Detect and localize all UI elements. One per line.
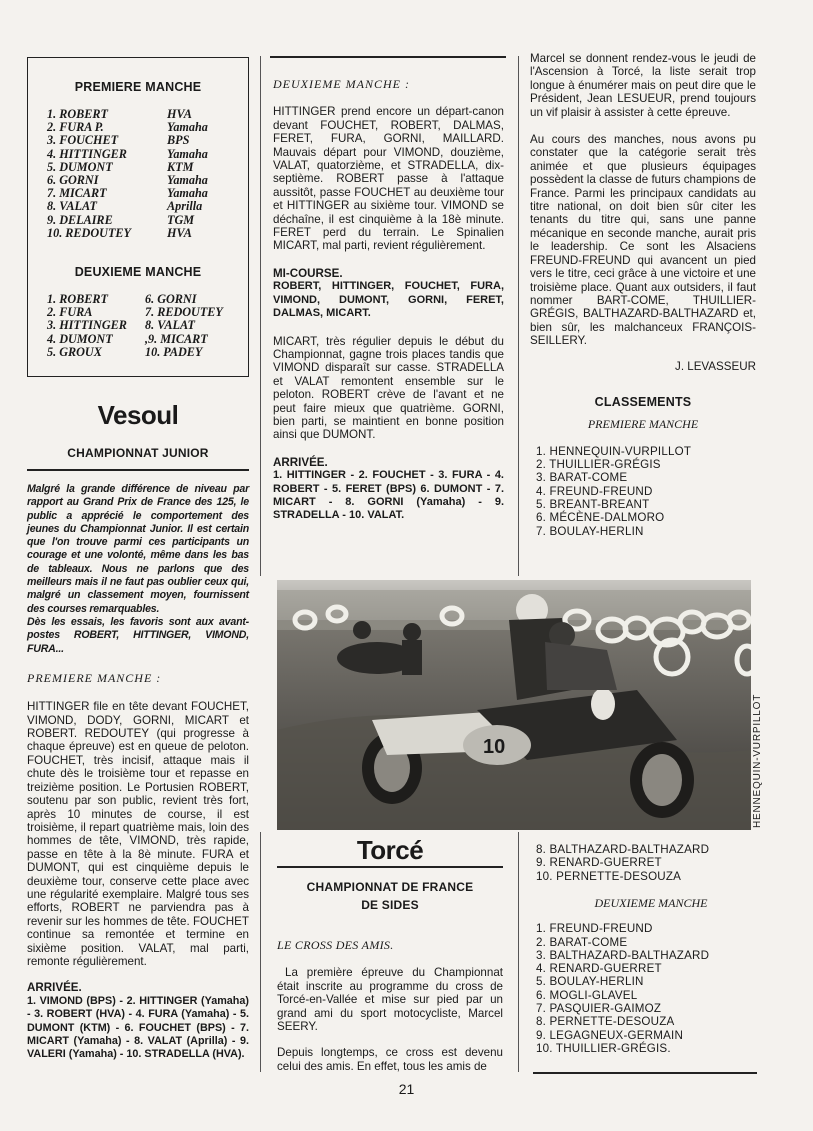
cross-heading: LE CROSS DES AMIS. xyxy=(277,938,394,952)
bottom-rule xyxy=(533,1072,757,1074)
premiere-manche-table xyxy=(47,108,208,240)
premiere-classement-list xyxy=(536,445,756,538)
result-bike: HVA xyxy=(167,107,192,121)
result-rider: 5. DUMONT xyxy=(47,159,113,174)
column-separator xyxy=(260,832,261,1072)
list-item: 7. PASQUIER-GAIMOZ xyxy=(536,1002,662,1016)
page-number: 21 xyxy=(398,1081,415,1097)
result-bike: KTM xyxy=(167,159,194,174)
torce-rule xyxy=(277,866,503,868)
right-premiere-heading: PREMIERE MANCHE xyxy=(587,417,699,432)
result-rider: 8. VALAT xyxy=(47,199,97,214)
result-rider: 4. HITTINGER xyxy=(47,146,127,161)
signature: J. LEVASSEUR xyxy=(675,359,756,373)
result-rider: 10. REDOUTEY xyxy=(47,225,131,240)
sidecar-race-image xyxy=(277,580,751,830)
list-item: 1. FREUND-FREUND xyxy=(536,922,653,936)
list-item: 2. BARAT-COME xyxy=(536,935,628,949)
torce-text-1: La première épreuve du Championnat était inscrite au programme du cross de Torcé-en-Vallée et mise sur pied par un grand ami du sport motocycliste, Marcel SEERY. xyxy=(277,966,503,1034)
list-item: 6. MÉCÈNE-DALMORO xyxy=(536,511,665,525)
list-item: 4. FREUND-FREUND xyxy=(536,484,653,498)
deuxieme-heading: DEUXIEME MANCHE : xyxy=(273,77,410,91)
result-row xyxy=(47,214,208,227)
vesoul-premiere-text: HITTINGER file en tête devant FOUCHET, VIMOND, DODY, GORNI, MICART et ROBERT. REDOUTEY (qui progresse à chaque épreuve) est en queue de peloton. FOUCHET, très incisif, attaque mais il chute dès le troisième tour et repasse en treizième position. Le Portusien ROBERT, soutenu par son public, revient très fort, après 10 minutes de course, il est troisième, il repart quatrième mais, loin des hommes de tête, VIMOND, très rapide, passe en tête à la 8è minute. FURA et DUMONT, qui est cinquième depuis le deuxième tour, conserve cette place avec une régularité exemplaire. Malgré tous ses efforts, ROBERT ne parviendra pas à revenir sur les hommes de tête. FOUCHET continue sa remontée et termine en sixième position. VALAT, mal parti, remonte régulièrement. xyxy=(27,700,249,968)
result-rider: 6. GORNI xyxy=(47,173,99,188)
vesoul-title: Vesoul xyxy=(97,400,179,430)
list-item: 6. MOGLI-GLAVEL xyxy=(536,988,638,1002)
result-rider: 4. DUMONT xyxy=(47,331,113,346)
list-item: 5. BOULAY-HERLIN xyxy=(536,975,644,989)
result-bike: BPS xyxy=(167,133,190,148)
result-rider: 7. MICART xyxy=(47,186,107,201)
column-separator xyxy=(518,56,519,576)
bottom-deuxieme-heading: DEUXIEME MANCHE xyxy=(594,895,708,910)
deuxieme-text: HITTINGER prend encore un départ-canon devant FOUCHET, ROBERT, DALMAS, FERET, FURA, GORNI, MAILLARD. Mauvais départ pour VIMOND, douzième, VALAT, quatorzième, et STRADELLA, dix-septième. ROBERT passe à l'attaque aussitôt, passe FOUCHET au deuxième tour et HITTINGER au sixième tour. VIMOND se déchaîne, il est cinquième à la 18è minute. FERET perd du terrain. Le Spinalien MICART, mal parti, revient régulièrement. xyxy=(273,105,504,253)
right-text-2: Au cours des manches, nous avons pu constater que la catégorie serait très animée et que plusieurs équipages possèdent la classe de futurs champions de France. Parmi les principaux candidats au titre national, on doit bien sûr citer les tenants du titre qui, sans une panne mécanique en seconde manche, aurait pris le leadership. Ce sont les Alsaciens FREUND-FREUND qui avancent un pied vers le titre, ceci grâce à une victoire et une troisième place. Quant aux outsiders, il faut nommer BART-COME, THUILLIER-GRÉGIS, BALTHAZARD-BALTHAZARD et, bien sûr, les malchanceux FRANÇOIS-SEILLERY. xyxy=(530,133,756,348)
result-row xyxy=(47,319,223,332)
plate-number: 10 xyxy=(483,736,506,758)
result-bike: Yamaha xyxy=(167,186,208,201)
result-bike: HVA xyxy=(167,225,192,240)
torce-subtitle-2: DE SIDES xyxy=(361,898,419,912)
list-item: 9. RENARD-GUERRET xyxy=(536,856,662,870)
results-box xyxy=(27,57,249,377)
mi-course-text: ROBERT, HITTINGER, FOUCHET, FURA, VIMOND, DUMONT, GORNI, FERET, DALMAS, MICART. xyxy=(273,280,504,320)
result-row xyxy=(47,200,208,213)
torce-title: Torcé xyxy=(356,835,424,865)
premiere-classement-continued xyxy=(536,843,766,883)
result-rider: 3. FOUCHET xyxy=(47,133,119,148)
list-item: 9. LEGAGNEUX-GERMAIN xyxy=(536,1028,684,1042)
result-row xyxy=(47,134,208,147)
right-column xyxy=(530,52,756,538)
result-bike: Aprilla xyxy=(167,199,203,214)
bottom-right-column xyxy=(536,843,766,1055)
list-item: 10. PERNETTE-DESOUZA xyxy=(536,869,682,883)
vesoul-arrivee-text: 1. VIMOND (BPS) - 2. HITTINGER (Yamaha) - 3. ROBERT (HVA) - 4. FURA (Yamaha) - 5. DUMONT (KTM) - 6. FOUCHET (BPS) - 7. MICART (Yamaha) - 8. VALAT (Aprilla) - 9. VALERI (Yamaha) - 10. STRADELLA (HVA). xyxy=(27,994,249,1061)
sidecar-photo xyxy=(277,580,751,830)
result-bike: Yamaha xyxy=(167,120,208,135)
vesoul-intro-2: Dès les essais, les favoris sont aux avant-postes ROBERT, HITTINGER, VIMOND, FURA... xyxy=(27,615,249,655)
list-item: 3. BALTHAZARD-BALTHAZARD xyxy=(536,948,710,962)
result-rider: 5. GROUX xyxy=(47,344,102,359)
deuxieme-classement-list xyxy=(536,922,766,1055)
photo-credit: HENNEQUIN-VURPILLOT xyxy=(752,693,763,828)
premiere-manche-title: PREMIERE MANCHE xyxy=(74,80,202,94)
result-rider: 1. ROBERT xyxy=(47,107,108,121)
list-item: 1. HENNEQUIN-VURPILLOT xyxy=(536,444,692,458)
vesoul-rule xyxy=(27,469,249,471)
result-rider: 2. FURA P. xyxy=(47,120,104,135)
list-item: 8. BALTHAZARD-BALTHAZARD xyxy=(536,843,710,856)
vesoul-premiere-heading: PREMIERE MANCHE : xyxy=(27,670,162,685)
torce-subtitle-1: CHAMPIONNAT DE FRANCE xyxy=(306,880,474,894)
deuxieme-manche-table xyxy=(47,293,223,359)
result-rider: 3. HITTINGER xyxy=(47,318,127,333)
top-rule xyxy=(270,56,506,58)
deuxieme-arrivee-text: 1. HITTINGER - 2. FOUCHET - 3. FURA - 4. ROBERT - 5. FERET (BPS) 6. DUMONT - 7. MICART - 8. GORNI (Yamaha) - 9. STRADELLA - 10. VALAT. xyxy=(273,469,504,522)
torce-column xyxy=(277,939,503,1073)
classements-title: CLASSEMENTS xyxy=(594,394,692,409)
result-row xyxy=(47,148,208,161)
deuxieme-text-2: MICART, très régulier depuis le début du Championnat, gagne trois places tandis que VIMOND disparaît sur casse. STRADELLA et VALAT remontent ensemble sur le peloton. ROBERT crève de l'avant et ne peut faire mieux que quatrième. GORNI, bien parti, se maintient en bonne position ainsi que DUMONT. xyxy=(273,334,504,442)
result-rider: 2. FURA xyxy=(47,305,93,320)
result-bike: TGM xyxy=(167,212,195,227)
list-item: 3. BARAT-COME xyxy=(536,471,628,485)
list-item: 8. PERNETTE-DESOUZA xyxy=(536,1015,675,1029)
result-bike: Yamaha xyxy=(167,173,208,188)
deuxieme-column xyxy=(273,78,504,523)
result-rider: ,9. MICART xyxy=(145,331,208,346)
right-text-1: Marcel se donnent rendez-vous le jeudi de l'Ascension à Torcé, la liste serait trop longue à énumérer mais on peut dire que le Président, Jean LESUEUR, prend toujours un vif plaisir à assister à cette épreuve. xyxy=(530,52,756,119)
result-rider: 8. VALAT xyxy=(145,318,195,333)
result-rider: 7. REDOUTEY xyxy=(145,305,223,320)
result-row xyxy=(47,346,223,359)
torce-text-2: Depuis longtemps, ce cross est devenu celui des amis. En effet, tous les amis de xyxy=(277,1046,503,1073)
deuxieme-manche-title: DEUXIEME MANCHE xyxy=(74,265,202,279)
result-rider: 1. ROBERT xyxy=(47,292,108,306)
list-item: 2. THUILLIER-GRÉGIS xyxy=(536,458,661,472)
result-row xyxy=(47,227,208,240)
result-bike: Yamaha xyxy=(167,146,208,161)
result-row xyxy=(47,333,223,346)
list-item: 5. BREANT-BREANT xyxy=(536,497,650,511)
deuxieme-arrivee-label: ARRIVÉE. xyxy=(273,455,328,469)
list-item: 4. RENARD-GUERRET xyxy=(536,962,662,976)
vesoul-subtitle: CHAMPIONNAT JUNIOR xyxy=(67,446,209,460)
vesoul-intro: Malgré la grande différence de niveau par rapport au Grand Prix de France des 125, le public a apprécié le comportement des jeunes du Championnat Junior. Il est certain que l'on trouve parmi ces participants un courage et une volonté, même dans les bas de tableaux. Nous ne parlons que des meilleurs mais il ne faut pas oublier ceux qui, malgré un classement moyen, fournissent des courses remarquables. xyxy=(27,483,249,615)
vesoul-arrivee-label: ARRIVÉE. xyxy=(27,981,82,995)
column-separator xyxy=(518,832,519,1072)
column-separator xyxy=(260,56,261,576)
result-rider: 6. GORNI xyxy=(145,292,197,306)
mi-course-label: MI-COURSE. xyxy=(273,266,343,280)
vesoul-column xyxy=(27,483,249,1062)
result-rider: 10. PADEY xyxy=(145,344,203,359)
list-item: 10. THUILLIER-GRÉGIS. xyxy=(536,1041,671,1055)
list-item: 7. BOULAY-HERLIN xyxy=(536,524,644,538)
result-rider: 9. DELAIRE xyxy=(47,212,113,227)
